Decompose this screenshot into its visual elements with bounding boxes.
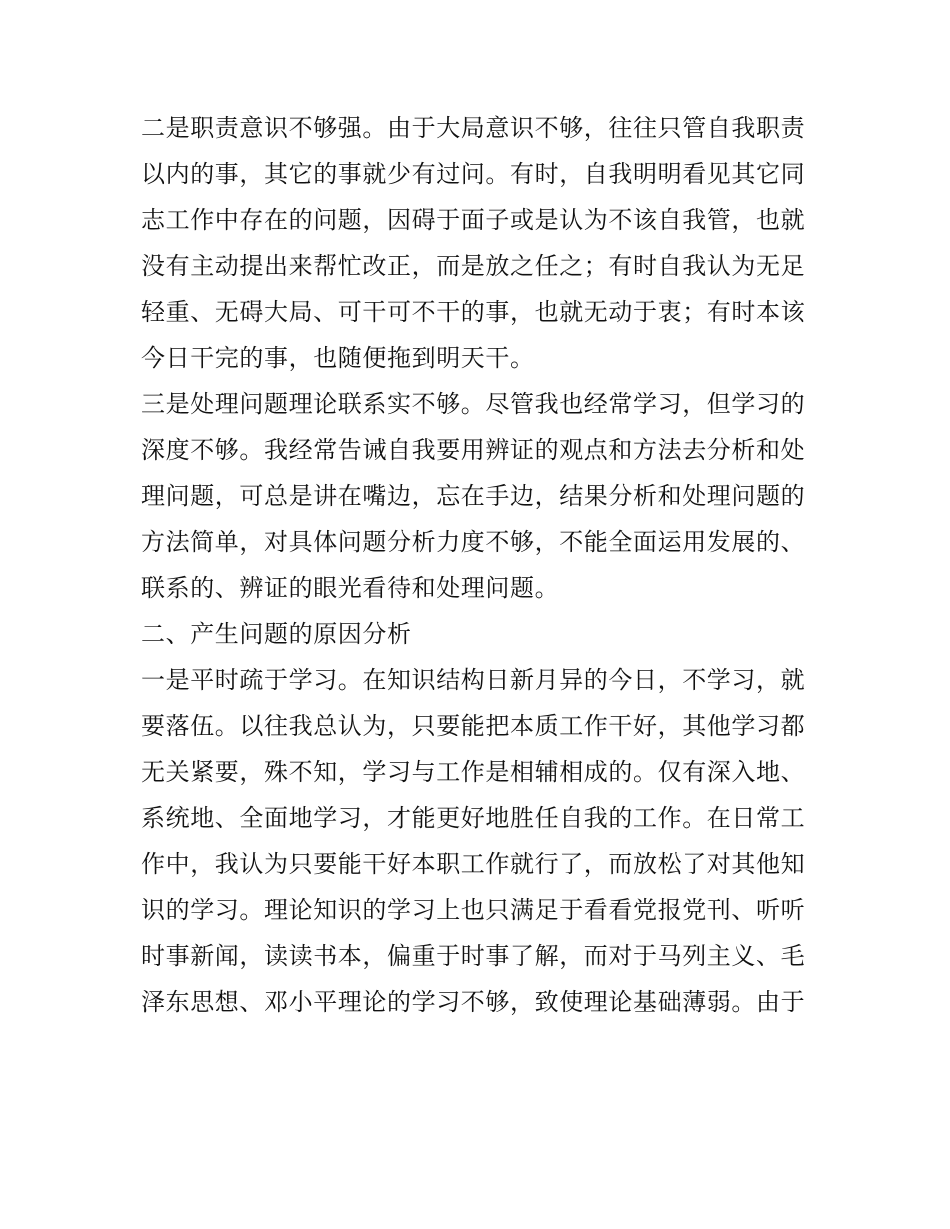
- section-heading: [141, 611, 821, 657]
- text-line: 方法简单，对具体问题分析力度不够，不能全面运用发展的、: [141, 528, 806, 556]
- text-line: 轻重、无碍大局、可干可不干的事，也就无动于衷；有时本该: [141, 298, 806, 326]
- paragraph-responsibility: [141, 105, 821, 381]
- paragraph-study: [141, 657, 821, 1025]
- text-line: 作中，我认为只要能干好本职工作就行了，而放松了对其他知: [141, 850, 806, 878]
- text-line: 要落伍。以往我总认为，只要能把本质工作干好，其他学习都: [141, 712, 806, 740]
- text-line: 深度不够。我经常告诫自我要用辨证的观点和方法去分析和处: [141, 436, 806, 464]
- text-line: 识的学习。理论知识的学习上也只满足于看看党报党刊、听听: [141, 896, 806, 924]
- text-line: 理问题，可总是讲在嘴边，忘在手边，结果分析和处理问题的: [141, 482, 806, 510]
- text-line: 泽东思想、邓小平理论的学习不够，致使理论基础薄弱。由于: [141, 988, 806, 1016]
- text-line: 二是职责意识不够强。由于大局意识不够，往往只管自我职责: [141, 114, 806, 142]
- text-line: 以内的事，其它的事就少有过问。有时，自我明明看见其它同: [141, 160, 806, 188]
- text-line: 今日干完的事，也随便拖到明天干。: [141, 344, 535, 372]
- text-line: 系统地、全面地学习，才能更好地胜任自我的工作。在日常工: [141, 804, 806, 832]
- heading-text: 二、产生问题的原因分析: [141, 620, 412, 648]
- text-line: 志工作中存在的问题，因碍于面子或是认为不该自我管，也就: [141, 206, 806, 234]
- text-line: 时事新闻，读读书本，偏重于时事了解，而对于马列主义、毛: [141, 942, 806, 970]
- document-body: [141, 105, 821, 1025]
- paragraph-theory-practice: [141, 381, 821, 611]
- text-line: 一是平时疏于学习。在知识结构日新月异的今日，不学习，就: [141, 666, 806, 694]
- text-line: 三是处理问题理论联系实不够。尽管我也经常学习，但学习的: [141, 390, 806, 418]
- text-line: 无关紧要，殊不知，学习与工作是相辅相成的。仅有深入地、: [141, 758, 806, 786]
- text-line: 联系的、辨证的眼光看待和处理问题。: [141, 574, 560, 602]
- text-line: 没有主动提出来帮忙改正，而是放之任之；有时自我认为无足: [141, 252, 806, 280]
